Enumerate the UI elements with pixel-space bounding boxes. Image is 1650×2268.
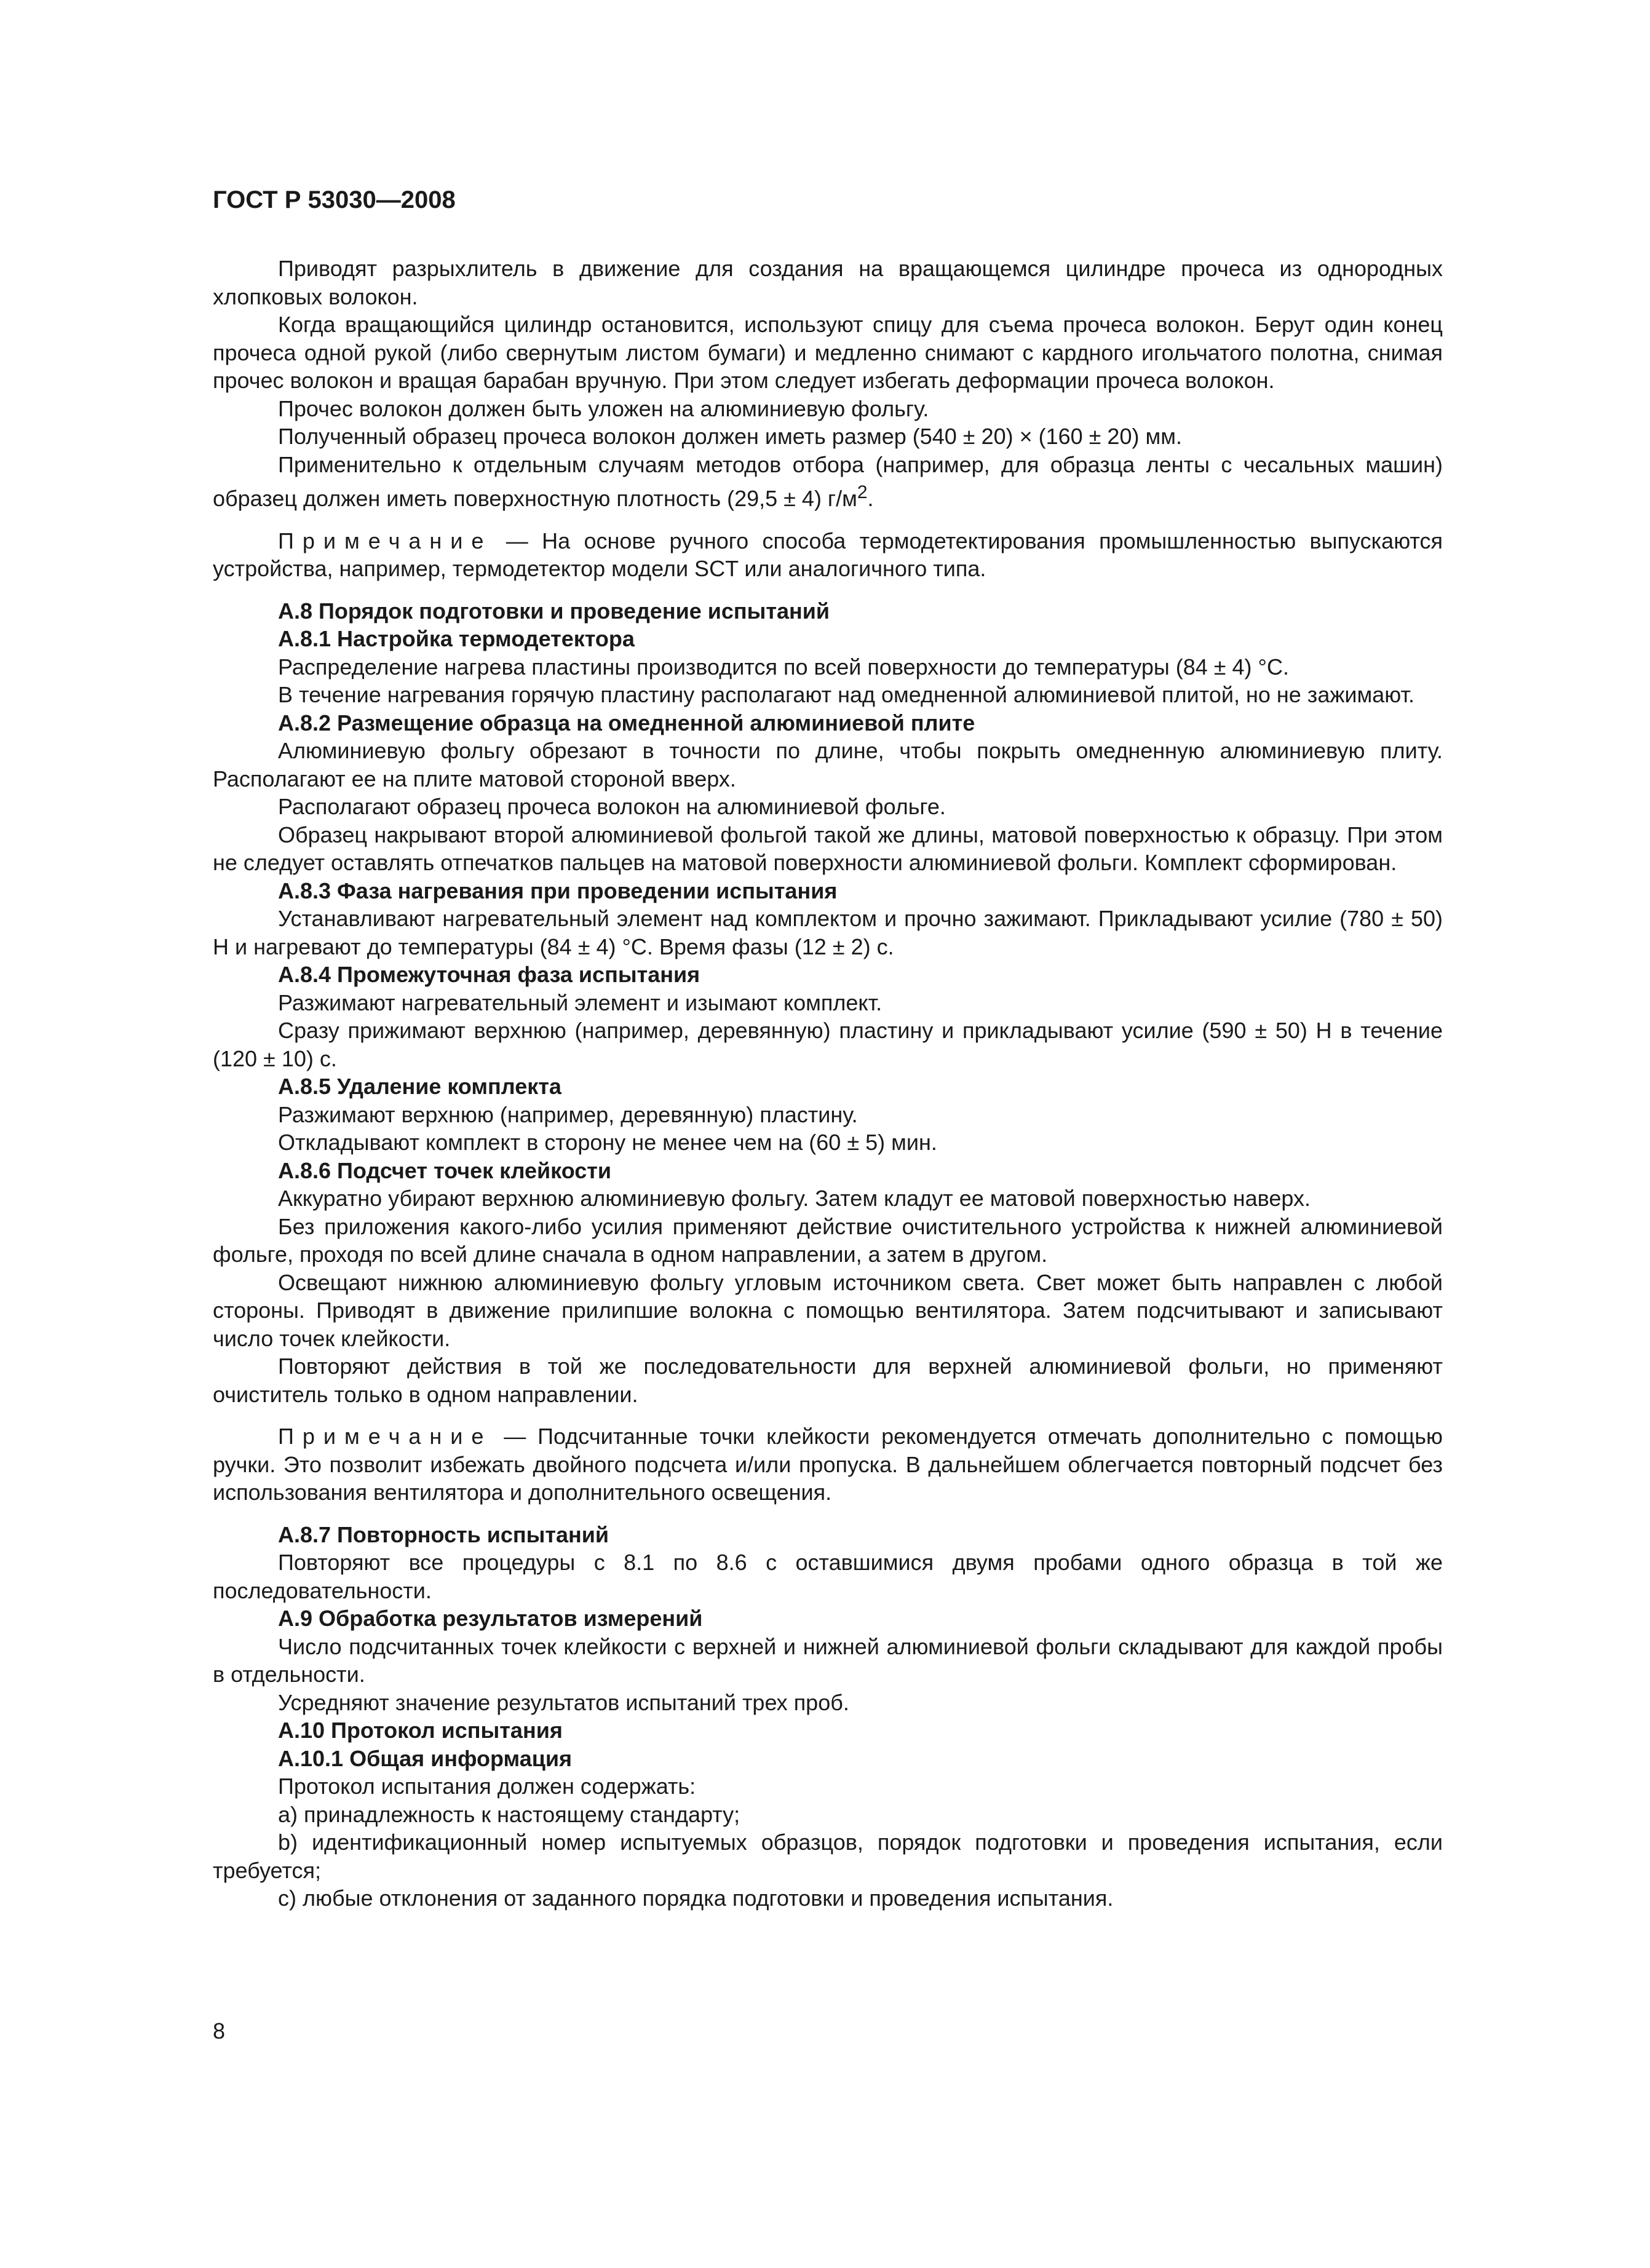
list-item: a) принадлежность к настоящему стандарту; <box>278 1801 740 1827</box>
paragraph: Распределение нагрева пластины производится по всей поверхности до температуры (84 ± 4) °С. <box>278 654 1289 680</box>
list-item: b) идентификационный номер испытуемых образцов, порядок подготовки и проведения испытания, если требуется; <box>213 1830 1443 1883</box>
section-heading: А.8 Порядок подготовки и проведение испытаний <box>278 598 830 624</box>
note-text: — Подсчитанные точки клейкости рекомендуется отмечать дополнительно с помощью ручки. Это позволит избежать двойного подсчета и/или пропуска. В дальнейшем облегчается повторный подсчет без использования вентилятора и дополнительного освещения. <box>213 1424 1443 1505</box>
paragraph: Разжимают нагревательный элемент и изымают комплект. <box>278 989 883 1015</box>
note-label: Примечание <box>278 1424 493 1449</box>
subsection-heading: А.8.7 Повторность испытаний <box>278 1521 609 1547</box>
paragraph: Приводят разрыхлитель в движение для создания на вращающемся цилиндре прочеса из однородных хлопковых волокон. <box>213 256 1443 309</box>
list-item: c) любые отклонения от заданного порядка подготовки и проведения испытания. <box>278 1885 1114 1911</box>
paragraph: Без приложения какого-либо усилия применяют действие очистительного устройства к нижней алюминиевой фольге, проходя по всей длине сначала в одном направлении, а затем в другом. <box>213 1213 1443 1267</box>
document-page <box>213 184 1443 1913</box>
paragraph: Протокол испытания должен содержать: <box>278 1774 696 1799</box>
paragraph: Разжимают верхнюю (например, деревянную) пластину. <box>278 1101 858 1127</box>
paragraph: Число подсчитанных точек клейкости с верхней и нижней алюминиевой фольги складывают для каждой пробы в отдельности. <box>213 1633 1443 1687</box>
paragraph: Прочес волокон должен быть уложен на алюминиевую фольгу. <box>278 395 929 421</box>
paragraph-end: . <box>867 486 874 511</box>
paragraph: Устанавливают нагревательный элемент над комплектом и прочно зажимают. Прикладывают усилие (780 ± 50) Н и нагревают до температуры (84 ± 4) °С. Время фазы (12 ± 2) с. <box>213 906 1443 959</box>
paragraph <box>213 451 1443 513</box>
subsection-heading: А.8.3 Фаза нагревания при проведении испытания <box>278 878 838 903</box>
subsection-heading: А.8.1 Настройка термодетектора <box>278 626 635 651</box>
subsection-heading: А.8.4 Промежуточная фаза испытания <box>278 962 700 987</box>
subsection-heading: А.8.5 Удаление комплекта <box>278 1074 561 1099</box>
paragraph: Образец накрывают второй алюминиевой фольгой такой же длины, матовой поверхностью к образцу. При этом не следует оставлять отпечатков пальцев на матовой поверхности алюминиевой фольги. Комплект сформирован. <box>213 822 1443 875</box>
paragraph: Сразу прижимают верхнюю (например, деревянную) пластину и прикладывают усилие (590 ± 50) Н в течение (120 ± 10) с. <box>213 1018 1443 1071</box>
subsection-heading: А.10.1 Общая информация <box>278 1745 573 1771</box>
paragraph: Располагают образец прочеса волокон на алюминиевой фольге. <box>278 794 946 819</box>
paragraph: Откладывают комплект в сторону не менее чем на (60 ± 5) мин. <box>278 1130 937 1155</box>
note-text: — На основе ручного способа термодетектирования промышленностью выпускаются устройства, например, термодетектор модели SCT или аналогичного типа. <box>213 528 1443 581</box>
superscript: 2 <box>857 482 868 502</box>
subsection-heading: А.8.2 Размещение образца на омедненной алюминиевой плите <box>278 710 975 736</box>
note <box>213 1422 1443 1507</box>
subsection-heading: А.8.6 Подсчет точек клейкости <box>278 1157 612 1183</box>
paragraph: Аккуратно убирают верхнюю алюминиевую фольгу. Затем кладут ее матовой поверхностью наверх. <box>278 1186 1311 1211</box>
document-header-title: ГОСТ Р 53030—2008 <box>213 186 456 213</box>
note-label: Примечание <box>278 528 493 553</box>
page-number: 8 <box>213 2018 226 2044</box>
paragraph: Повторяют все процедуры с 8.1 по 8.6 с оставшимися двумя пробами одного образца в той же последовательности. <box>213 1550 1443 1603</box>
paragraph: Алюминиевую фольгу обрезают в точности по длине, чтобы покрыть омедненную алюминиевую плиту. Располагают ее на плите матовой стороной вверх. <box>213 738 1443 791</box>
section-heading: А.10 Протокол испытания <box>278 1718 563 1743</box>
paragraph: Усредняют значение результатов испытаний трех проб. <box>278 1689 849 1715</box>
paragraph: Освещают нижнюю алюминиевую фольгу угловым источником света. Свет может быть направлен с любой стороны. Приводят в движение прилипшие волокна с помощью вентилятора. Затем подсчитывают и записывают число точек клейкости. <box>213 1269 1443 1351</box>
paragraph-text: Применительно к отдельным случаям методов отбора (например, для образца ленты с чесальных машин) образец должен иметь поверхностную плотность (29,5 ± 4) г/м <box>213 451 1443 511</box>
section-heading: А.9 Обработка результатов измерений <box>278 1606 703 1631</box>
paragraph: Полученный образец прочеса волокон должен иметь размер (540 ± 20) × (160 ± 20) мм. <box>278 424 1182 449</box>
paragraph: Повторяют действия в той же последовательности для верхней алюминиевой фольги, но применяют очиститель только в одном направлении. <box>213 1354 1443 1407</box>
note <box>213 527 1443 583</box>
paragraph: В течение нагревания горячую пластину располагают над омедненной алюминиевой плитой, но не зажимают. <box>278 682 1415 707</box>
paragraph: Когда вращающийся цилиндр остановится, используют спицу для съема прочеса волокон. Берут один конец прочеса одной рукой (либо свернутым листом бумаги) и медленно снимают с кардного игольчатого полотна, снимая прочес волокон и вращая барабан вручную. При этом следует избегать деформации прочеса волокон. <box>213 312 1443 393</box>
